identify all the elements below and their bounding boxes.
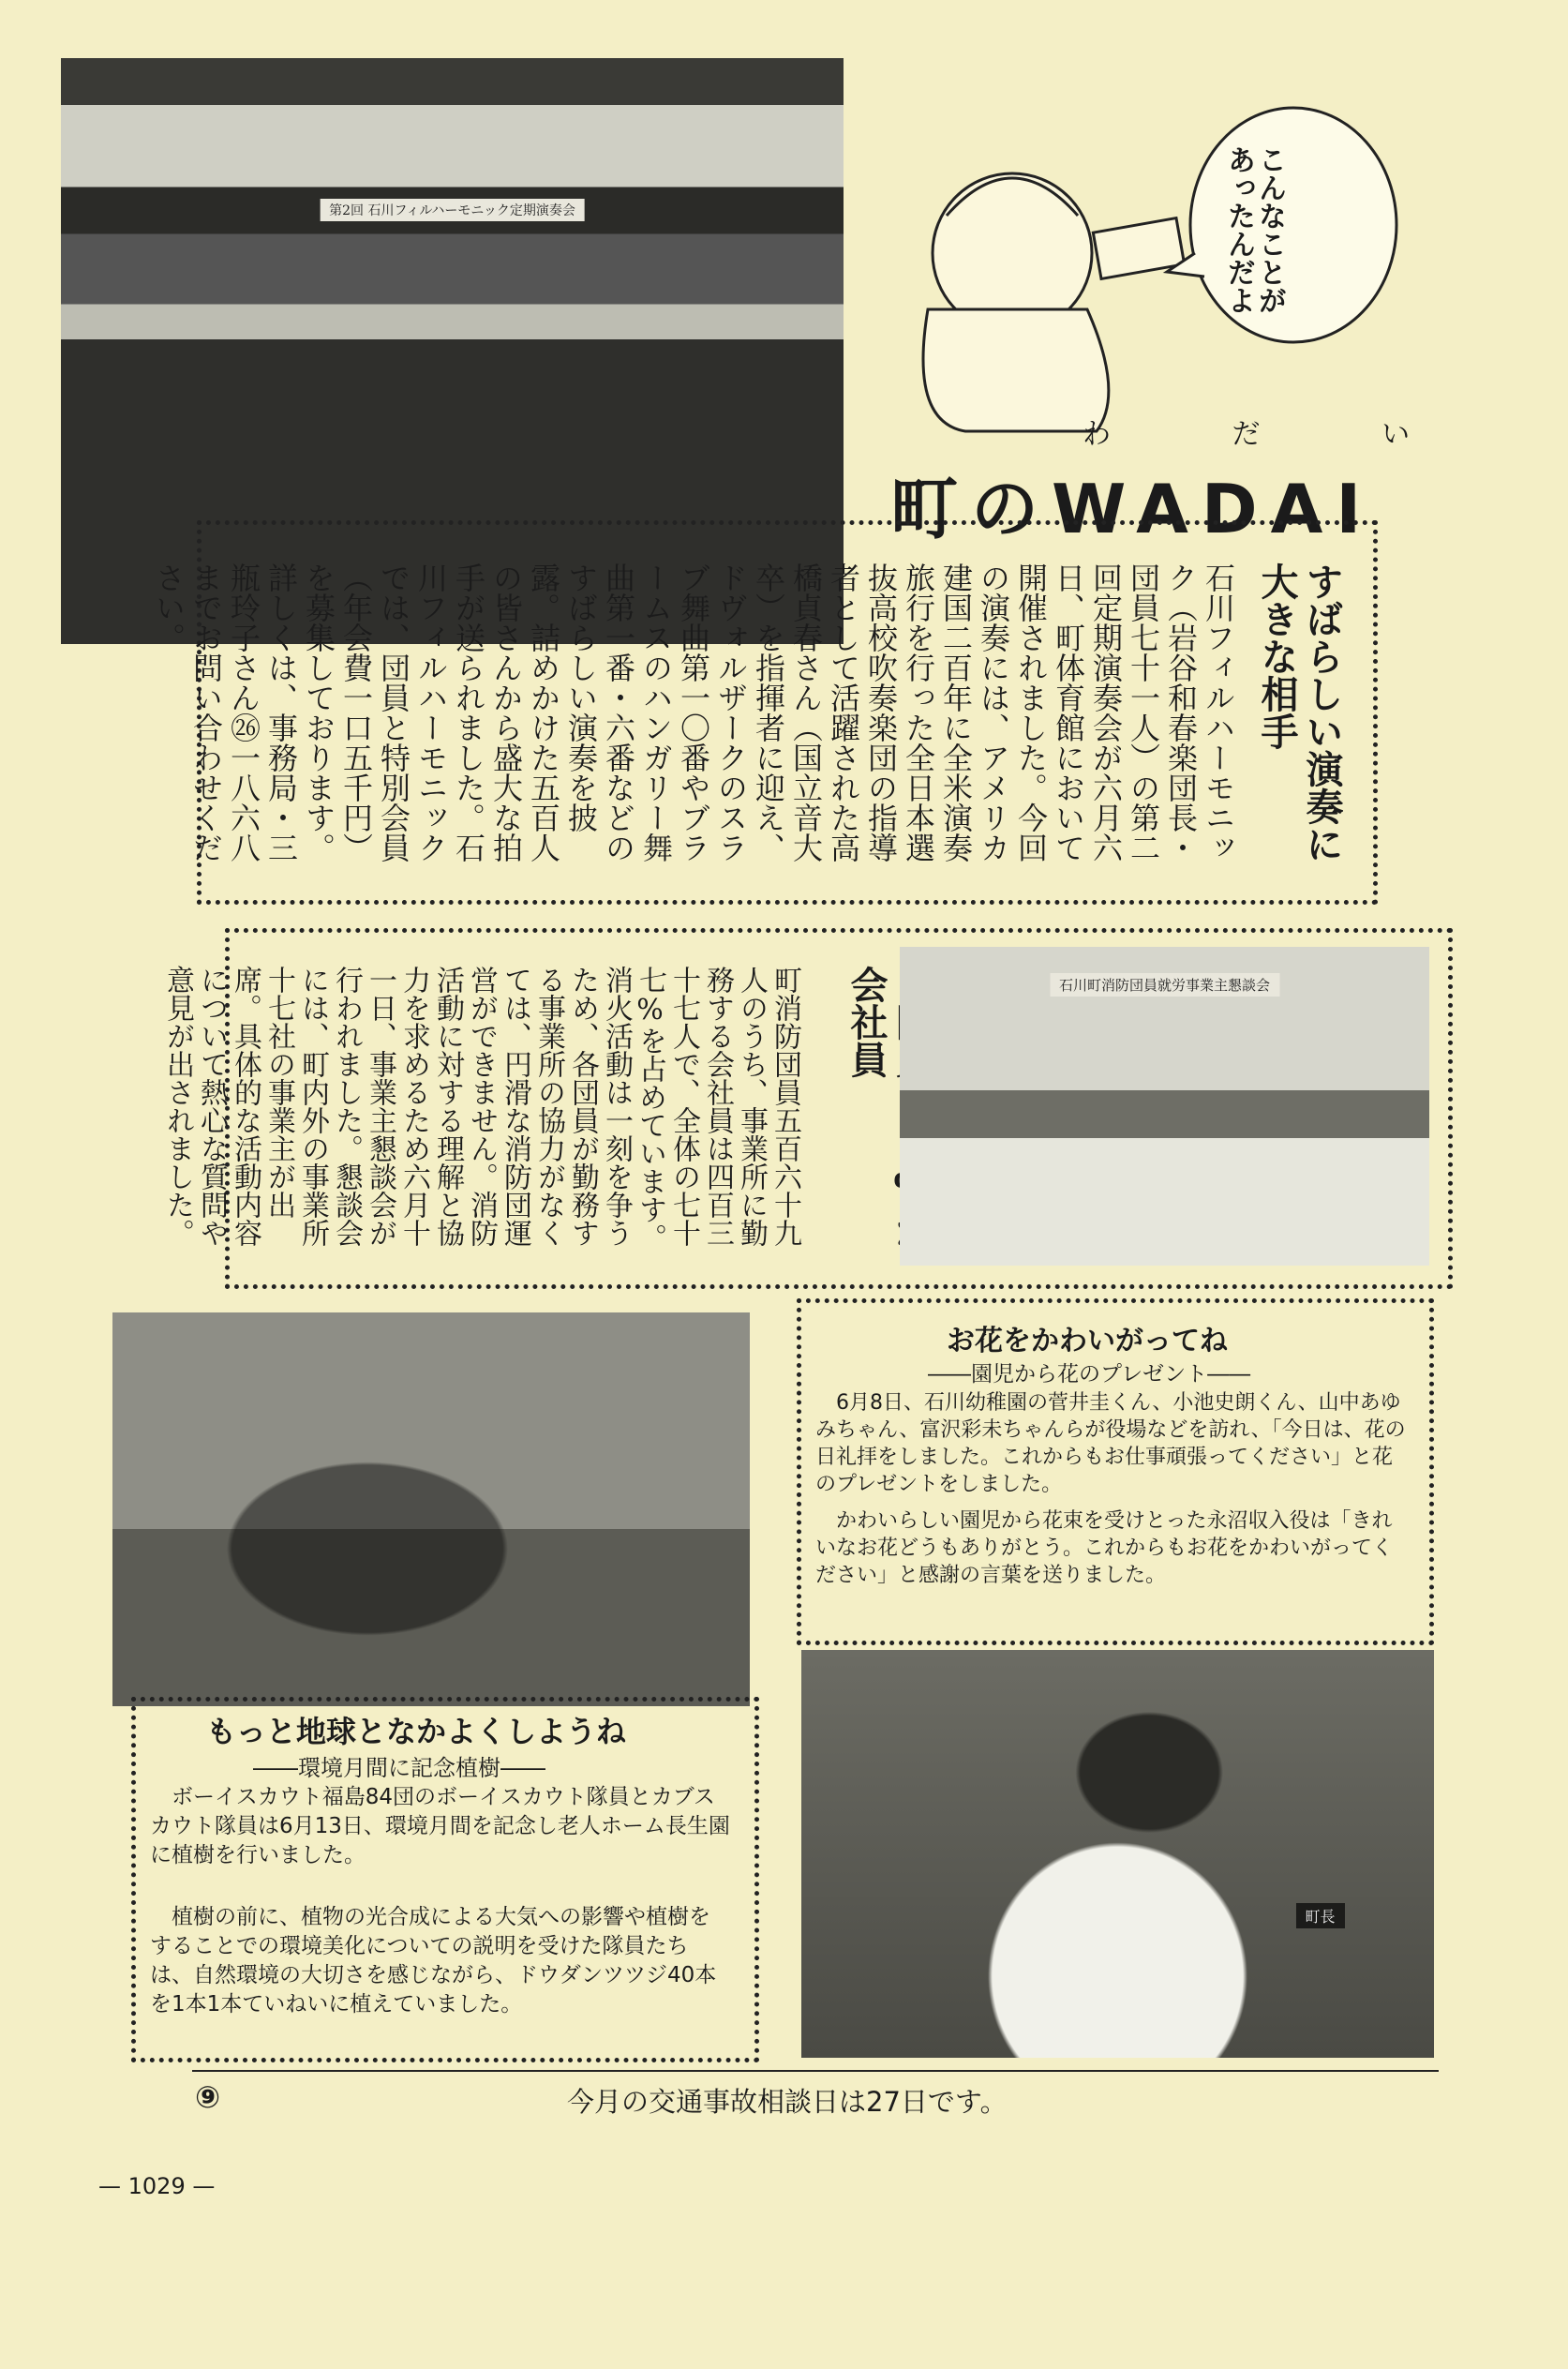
flowers-paragraph-2: かわいらしい園児から花束を受けとった永沼収入役は「きれいなお花どうもありがとう。これからもお花をかわいがってください」と感謝の言葉を送りました。: [815, 1509, 1394, 1588]
fire-photo-banner: 石川町消防団員就労事業主懇談会: [1050, 973, 1279, 997]
scouts-planting-photo: [112, 1312, 750, 1706]
concert-body: 石川フィルハーモニック（岩谷和春楽団長・団員七十一人）の第二回定期演奏会が六月六日、町体育館において開催されました。今回の演奏には、アメリカ建国二百年に全米演奏旅行を行った全日本選抜高校吹奏楽団の指導者として活躍された高橋貞春さん（国立音大卒）を指揮者に迎え、ドヴォルザークのスラブ舞曲第一〇番やブラームスのハンガリー舞曲第一番・六番などのすばらしい演奏を披露。詰めかけた五百人の皆さんから盛大な拍手が送られました。石川フィルハーモニックでは、団員と特別会員（年会費一口五千円）を募集しております。詳しくは、事務局・三瓶玲子さん㉖一八六八までお問い合わせください。: [151, 562, 1236, 862]
kindergarten-flowers-photo: [801, 1650, 1434, 2058]
flowers-subhead: ――園児から花のプレゼント――: [928, 1362, 1251, 1387]
traffic-notice: 今月の交通事故相談日は27日です。: [567, 2086, 1008, 2118]
earth-headline: もっと地球となかよくしようね: [206, 1714, 627, 1749]
title-furigana: わ だ い: [1083, 418, 1467, 451]
earth-paragraph-2: 植樹の前に、植物の光合成による大気への影響や植樹をすることでの環境美化についての説明を受けた隊員たちは、自然環境の大切さを感じながら、ドウダンツツジ40本を1本1本ていねいに植えていました。: [150, 1905, 717, 2017]
concert-banner: 第2回 石川フィルハーモニック定期演奏会: [320, 199, 585, 221]
fire-meeting-photo: [900, 947, 1429, 1266]
mayor-desk-sign: 町長: [1295, 1903, 1344, 1928]
wadai-header: [872, 112, 1467, 548]
flowers-headline: お花をかわいがってね: [947, 1325, 1228, 1357]
earth-paragraph-1: ボーイスカウト福島84団のボーイスカウト隊員とカブスカウト隊員は6月13日、環境月間を記念し老人ホーム長生園に植樹を行いました。: [150, 1785, 730, 1868]
fire-headline: 会社員: [844, 966, 889, 1078]
footer-rule: [192, 2070, 1439, 2072]
page-title: 町のWADAI: [890, 470, 1375, 548]
page-badge: ⑨: [195, 2079, 221, 2115]
concert-headline: すばらしい演奏に大きな相手: [1255, 562, 1344, 862]
flowers-paragraph-1: 6月8日、石川幼稚園の菅井圭くん、小池史朗くん、山中あゆみちゃん、富沢彩未ちゃんらが役場などを訪れ、「今日は、花の日礼拝をしました。これからもお仕事頑張ってください」と花のプレゼントをしました。: [815, 1391, 1406, 1497]
page-number: — 1029 —: [98, 2173, 216, 2199]
fire-body: 町消防団員五百六十九人のうち、事業所に勤務する会社員は四百三十七人で、全体の七十七%を占めています。消火活動は一刻を争うため、各団員が勤務する事業所の協力がなくては、円滑な消防団運営ができません。消防活動に対する理解と協力を求めるため六月十一日、事業主懇談会が行われました。懇談会には、町内外の事業所十七社の事業主が出席。具体的な活動内容について熱心な質問や意見が出されました。: [161, 966, 801, 1252]
speech-bubble-text: こんなことがあったんだよ: [1222, 145, 1286, 314]
earth-subhead: ――環境月間に記念植樹――: [253, 1755, 545, 1781]
